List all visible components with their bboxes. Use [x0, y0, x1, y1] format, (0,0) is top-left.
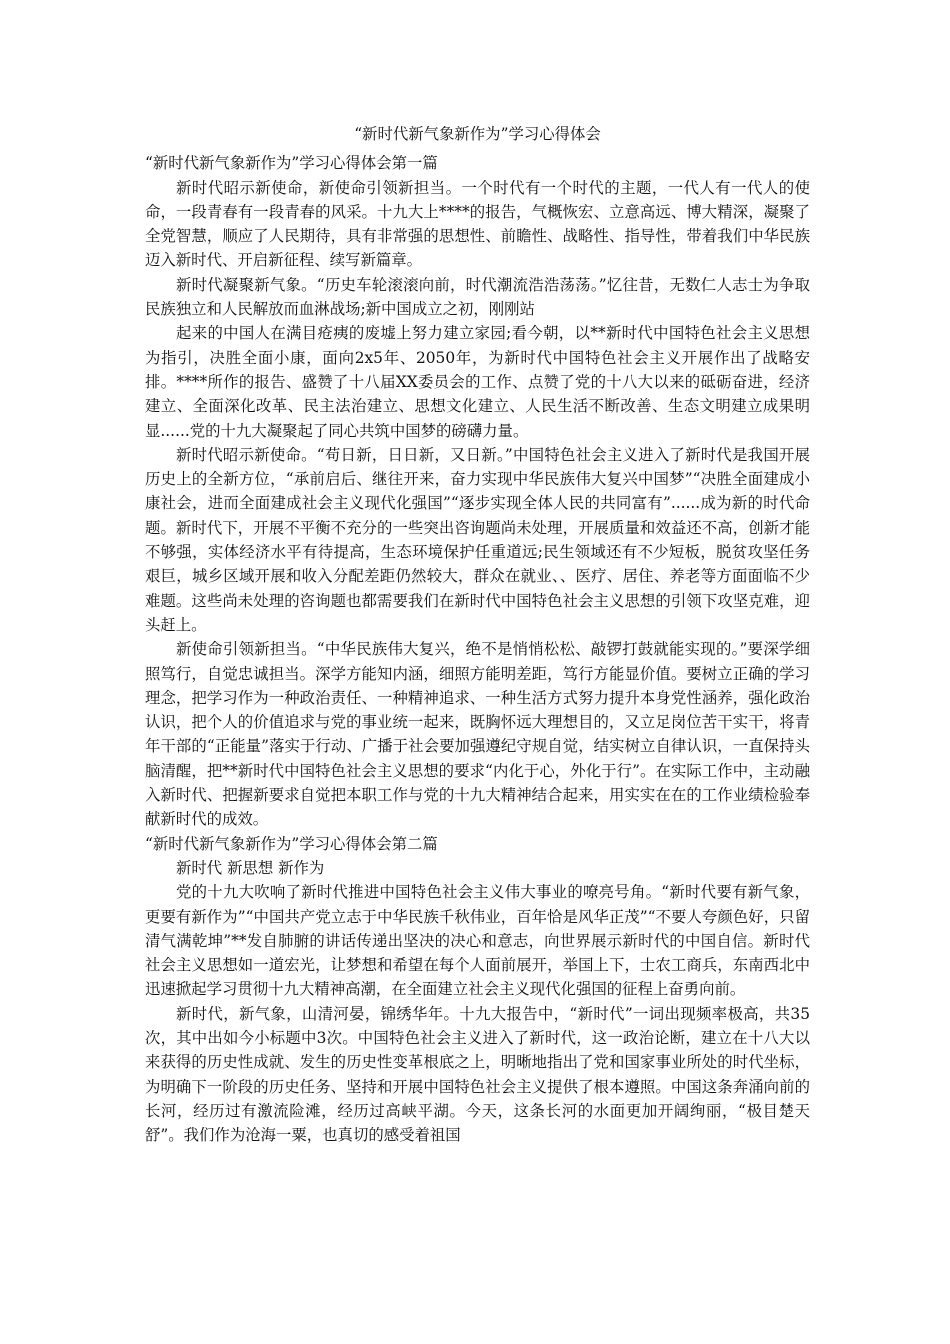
- document-page: [145, 122, 810, 1147]
- paragraph: 新时代昭示新使命，新使命引领新担当。一个时代有一个时代的主题，一代人有一代人的使命，一段青春有一段青春的风采。十九大上****的报告，气概恢宏、立意高远、博大精深，凝聚了全党智慧，顺应了人民期待，具有非常强的思想性、前瞻性、战略性、指导性，带着我们中华民族迈入新时代、开启新征程、续写新篇章。: [145, 178, 810, 270]
- section-2-subheading: 新时代 新思想 新作为: [176, 858, 325, 877]
- paragraph: 党的十九大吹响了新时代推进中国特色社会主义伟大事业的嘹亮号角。“新时代要有新气象，更要有新作为”“中国共产党立志于中华民族千秋伟业，百年恰是风华正茂”“不要人夸颜色好，只留清气满乾坤”**发自肺腑的讲话传递出坚决的决心和意志，向世界展示新时代的中国自信。新时代社会主义思想如一道宏光，让梦想和希望在每个人面前展开，举国上下，士农工商兵，东南西北中迅速掀起学习贯彻十九大精神高潮，在全面建立社会主义现代化强国的征程上奋勇向前。: [145, 883, 810, 999]
- section-1-heading: “新时代新气象新作为”学习心得体会第一篇: [145, 154, 438, 173]
- section-2-heading: “新时代新气象新作为”学习心得体会第二篇: [145, 834, 438, 853]
- paragraph: 新时代凝聚新气象。“历史车轮滚滚向前，时代潮流浩浩荡荡。”忆往昔，无数仁人志士为争取民族独立和人民解放而血淋战场;新中国成立之初，刚刚站: [145, 275, 810, 319]
- paragraph: 新使命引领新担当。“中华民族伟大复兴，绝不是悄悄松松、敲锣打鼓就能实现的。”要深学细照笃行，自觉忠诚担当。深学方能知内涵，细照方能明差距，笃行方能显价值。要树立正确的学习理念，把学习作为一种政治责任、一种精神追求、一种生活方式努力提升本身党性涵养，强化政治认识，把个人的价值追求与党的事业统一起来，既胸怀远大理想目的，又立足岗位苦干实干，将青年干部的“正能量”落实于行动、广播于社会要加强遵纪守规自觉，结实树立自律认识，一直保持头脑清醒，把**新时代中国特色社会主义思想的要求“内化于心，外化于行”。在实际工作中，主动融入新时代、把握新要求自觉把本职工作与党的十九大精神结合起来，用实实在在的工作业绩检验奉献新时代的成效。: [145, 640, 810, 829]
- paragraph: 新时代，新气象，山清河晏，锦绣华年。十九大报告中，“新时代”一词出现频率极高，共35次，其中出如今小标题中3次。中国特色社会主义进入了新时代，这一政治论断，建立在十八大以来获得的历史性成就、发生的历史性变革根底之上，明晰地指出了党和国家事业所处的时代坐标，为明确下一阶段的历史任务、坚持和开展中国特色社会主义提供了根本遵照。中国这条奔涌向前的长河，经历过有激流险滩，经历过高峡平湖。今天，这条长河的水面更加开阔绚丽，“极目楚天舒”。我们作为沧海一粟，也真切的感受着祖国: [145, 1004, 810, 1145]
- document-title: “新时代新气象新作为”学习心得体会: [354, 125, 601, 143]
- paragraph: 起来的中国人在满目疮痍的废墟上努力建立家园;看今朝，以**新时代中国特色社会主义思想为指引，决胜全面小康，面向2x5年、2050年，为新时代中国特色社会主义开展作出了战略安排。****所作的报告、盛赞了十八届XX委员会的工作、点赞了党的十八大以来的砥砺奋进，经济建立、全面深化改革、民主法治建立、思想文化建立、人民生活不断改善、生态文明建立成果明显......党的十九大凝聚起了同心共筑中国梦的磅礴力量。: [145, 324, 810, 440]
- paragraph: 新时代昭示新使命。“苟日新，日日新，又日新。”中国特色社会主义进入了新时代是我国开展历史上的全新方位，“承前启后、继往开来，奋力实现中华民族伟大复兴中国梦”“决胜全面建成小康社会，进而全面建成社会主义现代化强国”“逐步实现全体人民的共同富有”......成为新的时代命题。新时代下，开展不平衡不充分的一些突出咨询题尚未处理，开展质量和效益还不高，创新才能不够强，实体经济水平有待提高，生态环境保护任重道远;民生领域还有不少短板，脱贫攻坚任务艰巨，城乡区域开展和收入分配差距仍然较大，群众在就业、、医疗、居住、养老等方面面临不少难题。这些尚未处理的咨询题也都需要我们在新时代中国特色社会主义思想的引领下攻坚克难，迎头赶上。: [145, 445, 810, 634]
